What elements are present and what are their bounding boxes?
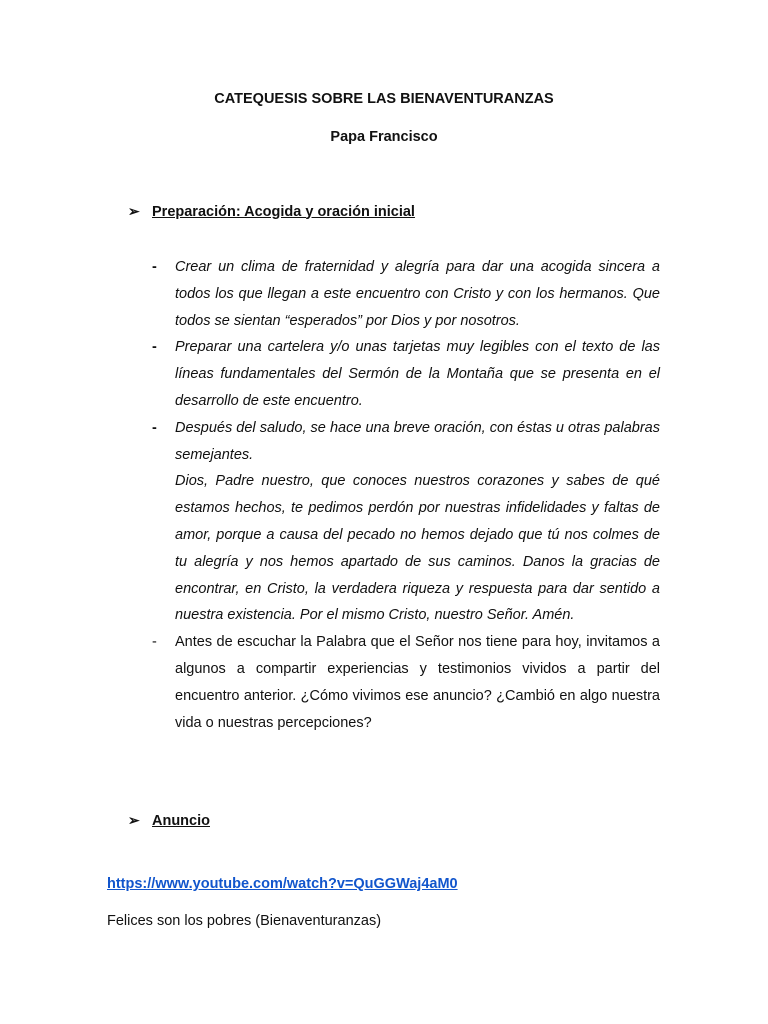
- arrow-bullet-icon: ➢: [128, 203, 140, 219]
- list-item: [150, 415, 660, 629]
- list-item-text: Antes de escuchar la Palabra que el Señor nos tiene para hoy, invitamos a algunos a compartir experiencias y testimonios vividos a partir del encuentro anterior. ¿Cómo vivimos ese anuncio? ¿Cambió en algo nuestra vida o nuestras percepciones?: [175, 634, 660, 731]
- list-item: [150, 334, 660, 414]
- arrow-bullet-icon: ➢: [128, 812, 140, 828]
- list-item: [150, 629, 660, 736]
- section-heading-label: Preparación: Acogida y oración inicial: [152, 203, 415, 220]
- document-title: CATEQUESIS SOBRE LAS BIENAVENTURANZAS: [214, 91, 554, 107]
- dash-bullet: -: [152, 634, 157, 651]
- list-item-text: Crear un clima de fraternidad y alegría para dar una acogida sincera a todos los que llegan a este encuentro con Cristo y con los hermanos. Que todos se sientan “esperados” por Dios y por nosotros.: [175, 259, 660, 329]
- video-caption: Felices son los pobres (Bienaventuranzas): [107, 913, 382, 929]
- list-item-text: Después del saludo, se hace una breve oración, con éstas u otras palabras semejantes.: [175, 419, 660, 463]
- section-heading-label: Anuncio: [152, 812, 210, 829]
- list-item-text: Preparar una cartelera y/o unas tarjetas muy legibles con el texto de las líneas fundamentales del Sermón de la Montaña que se presenta en el desarrollo de este encuentro.: [175, 339, 660, 409]
- youtube-link[interactable]: https://www.youtube.com/watch?v=QuGGWaj4aM0: [107, 876, 458, 892]
- document-author: Papa Francisco: [330, 129, 438, 145]
- section-heading-preparacion: [128, 203, 415, 220]
- dash-bullet: -: [152, 259, 157, 275]
- section-heading-anuncio: [128, 812, 210, 829]
- dash-bullet: -: [152, 419, 157, 436]
- prayer-text: Dios, Padre nuestro, que conoces nuestros corazones y sabes de qué estamos hechos, te pedimos perdón por nuestras infidelidades y faltas de amor, porque a causa del pecado no hemos dejado que tú nos colmes de tu alegría y nos hemos apartado de sus caminos. Danos la gracias de encontrar, en Cristo, la verdadera riqueza y respuesta para dar sentido a nuestra existencia. Por el mismo Cristo, nuestro Señor. Amén.: [175, 473, 660, 624]
- preparation-list: [150, 254, 660, 736]
- dash-bullet: -: [152, 339, 157, 356]
- list-item: [150, 254, 660, 334]
